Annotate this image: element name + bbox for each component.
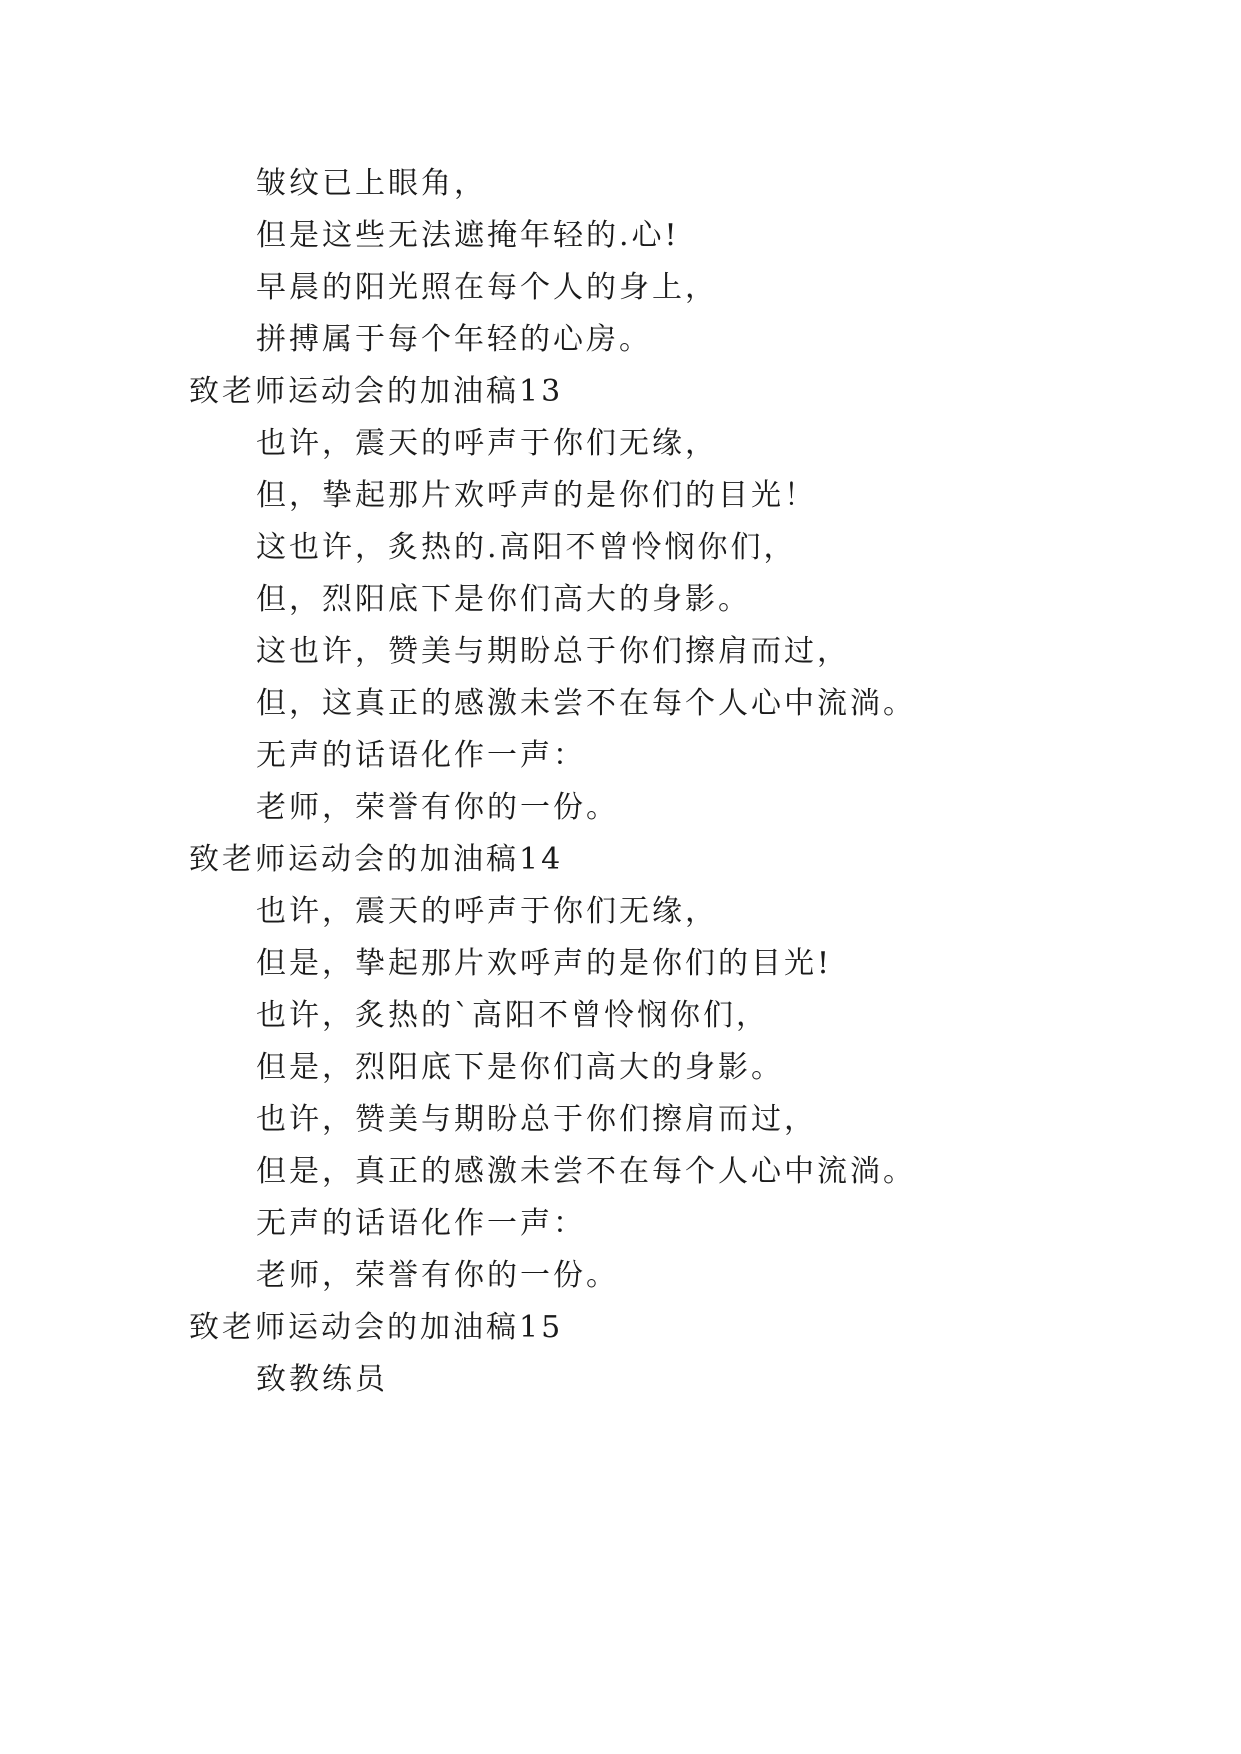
paragraph-line: 无声的话语化作一声： — [256, 1206, 586, 1241]
paragraph-line: 也许，炙热的`高阳不曾怜悯你们， — [256, 998, 769, 1033]
paragraph-line: 老师，荣誉有你的一份。 — [256, 790, 619, 825]
paragraph-line: 但是这些无法遮掩年轻的.心! — [256, 218, 680, 253]
paragraph-line: 但，这真正的感激未尝不在每个人心中流淌。 — [256, 686, 916, 721]
paragraph-line: 也许，赞美与期盼总于你们擦肩而过， — [256, 1102, 817, 1137]
paragraph-line: 致教练员 — [256, 1362, 388, 1397]
paragraph-line: 早晨的阳光照在每个人的身上， — [256, 270, 718, 305]
paragraph-line: 这也许，赞美与期盼总于你们擦肩而过， — [256, 634, 850, 669]
paragraph-line: 也许，震天的呼声于你们无缘， — [256, 894, 718, 929]
paragraph-line: 皱纹已上眼角， — [256, 166, 487, 201]
paragraph-line: 但，挚起那片欢呼声的是你们的目光！ — [256, 478, 817, 513]
paragraph-line: 但是，真正的感激未尝不在每个人心中流淌。 — [256, 1154, 916, 1189]
paragraph-line: 也许，震天的呼声于你们无缘， — [256, 426, 718, 461]
section-heading: 致老师运动会的加油稿15 — [189, 1310, 564, 1345]
paragraph-line: 无声的话语化作一声： — [256, 738, 586, 773]
paragraph-line: 拼搏属于每个年轻的心房。 — [256, 322, 652, 357]
paragraph-line: 但是，挚起那片欢呼声的是你们的目光! — [256, 946, 833, 981]
section-heading: 致老师运动会的加油稿13 — [189, 374, 564, 409]
section-heading: 致老师运动会的加油稿14 — [189, 842, 564, 877]
paragraph-line: 但是，烈阳底下是你们高大的身影。 — [256, 1050, 784, 1085]
paragraph-line: 但，烈阳底下是你们高大的身影。 — [256, 582, 751, 617]
paragraph-line: 老师，荣誉有你的一份。 — [256, 1258, 619, 1293]
paragraph-line: 这也许，炙热的.高阳不曾怜悯你们， — [256, 530, 797, 565]
